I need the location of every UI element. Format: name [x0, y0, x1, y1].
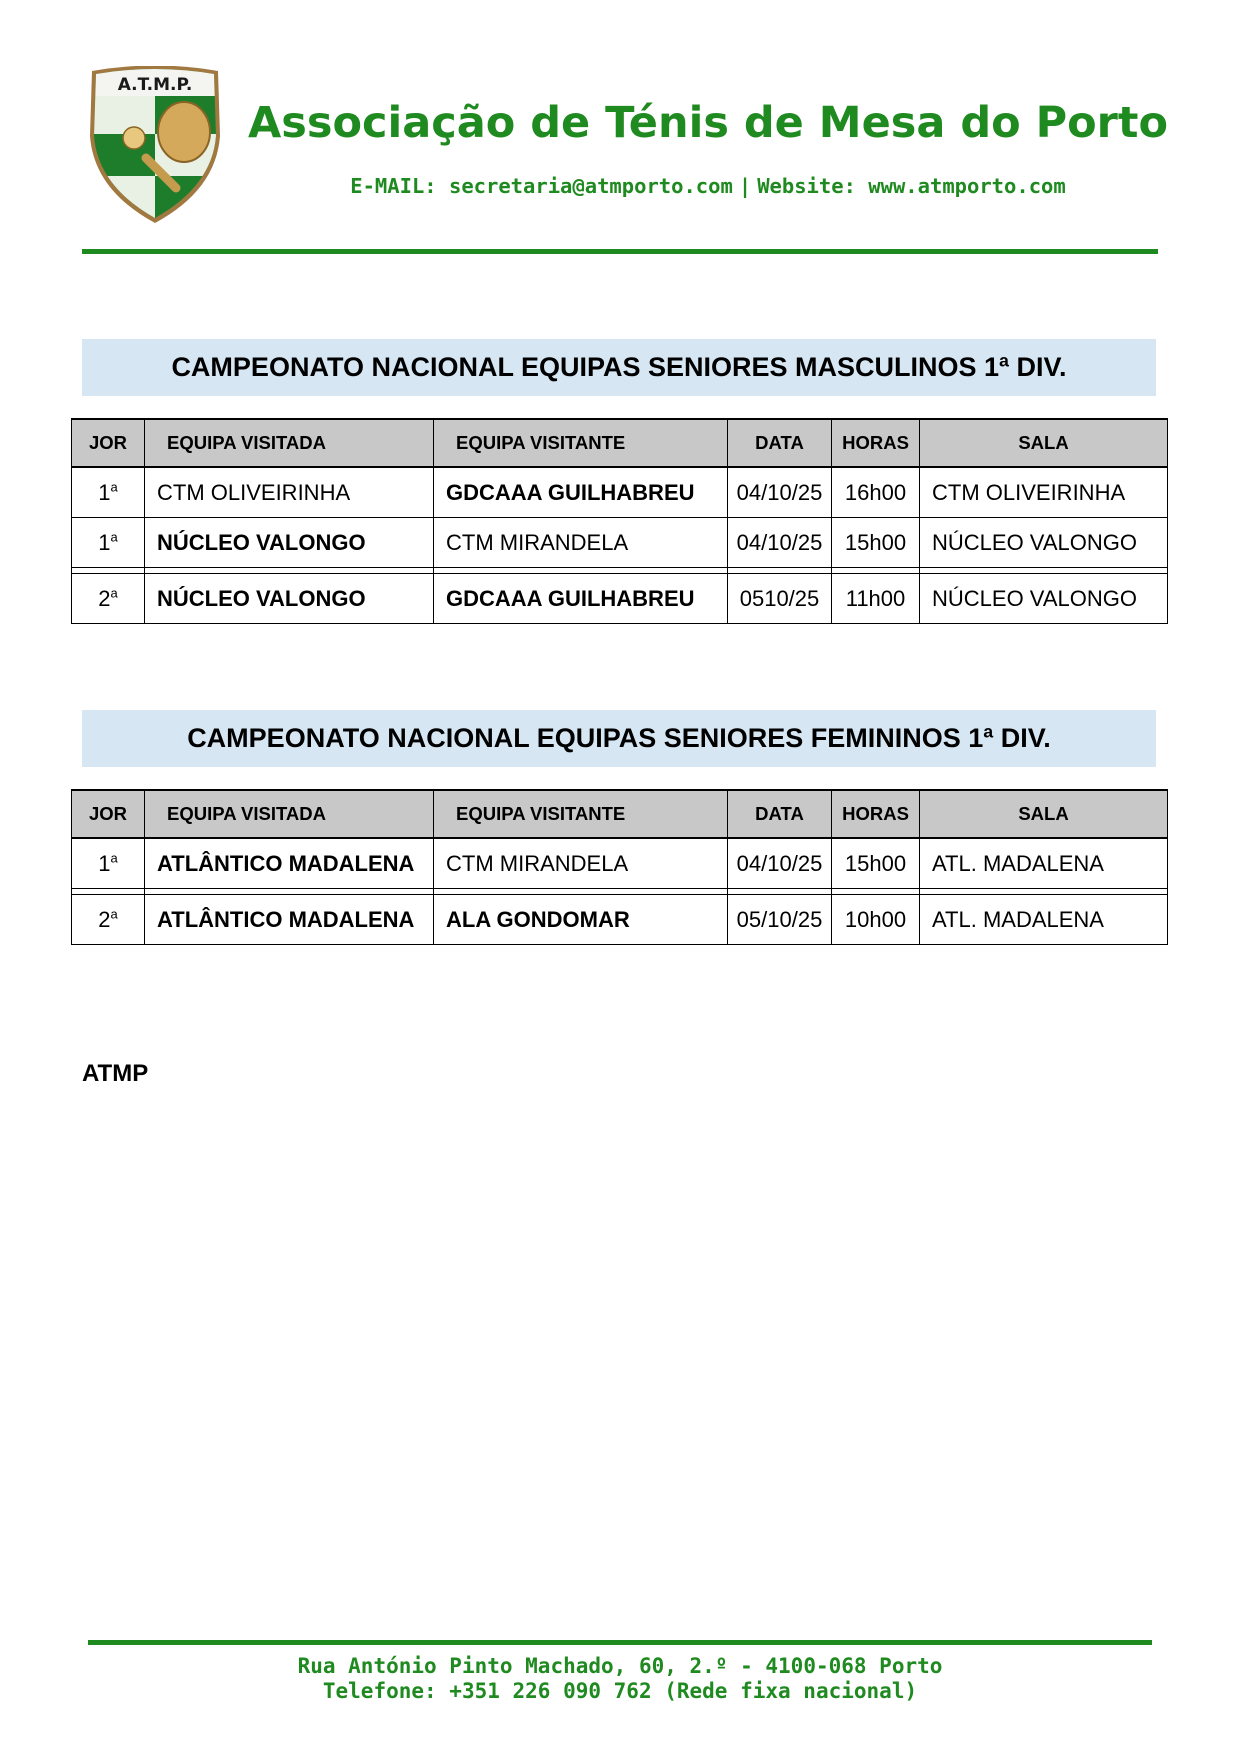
- schedule-table-femininos: [71, 789, 1168, 945]
- column-header-equipa-visitada: EQUIPA VISITADA: [145, 790, 434, 838]
- jor-cell: 1$^a$: [72, 838, 145, 889]
- section-title-masculinos: CAMPEONATO NACIONAL EQUIPAS SENIORES MASCULINOS 1ª DIV.: [82, 339, 1156, 396]
- horas-cell: 15h00: [832, 518, 920, 568]
- jor-cell: 1$^a$: [72, 518, 145, 568]
- table-row: [72, 574, 1168, 624]
- header-divider: [82, 249, 1158, 254]
- data-cell: 04/10/25: [728, 838, 832, 889]
- column-header-sala: SALA: [920, 419, 1168, 467]
- sala-cell: ATL. MADALENA: [920, 838, 1168, 889]
- sala-cell: ATL. MADALENA: [920, 895, 1168, 945]
- equipa-visitada-cell: NÚCLEO VALONGO: [145, 574, 434, 624]
- sala-cell: NÚCLEO VALONGO: [920, 518, 1168, 568]
- equipa-visitante-cell: GDCAAA GUILHABREU: [434, 467, 728, 518]
- equipa-visitada-cell: CTM OLIVEIRINHA: [145, 467, 434, 518]
- jor-cell: 2$^a$: [72, 574, 145, 624]
- table-header-row: [72, 790, 1168, 838]
- section-title-femininos: CAMPEONATO NACIONAL EQUIPAS SENIORES FEMININOS 1ª DIV.: [82, 710, 1156, 767]
- data-cell: 05/10/25: [728, 895, 832, 945]
- column-header-equipa-visitante: EQUIPA VISITANTE: [434, 790, 728, 838]
- horas-cell: 11h00: [832, 574, 920, 624]
- sala-cell: NÚCLEO VALONGO: [920, 574, 1168, 624]
- data-cell: 04/10/25: [728, 518, 832, 568]
- logo-text: A.T.M.P.: [117, 75, 193, 95]
- contact-email[interactable]: E-MAIL: secretaria@atmporto.com: [350, 174, 733, 198]
- column-header-horas: HORAS: [832, 419, 920, 467]
- atmp-logo: [88, 66, 222, 224]
- equipa-visitada-cell: ATLÂNTICO MADALENA: [145, 838, 434, 889]
- jor-cell: 2$^a$: [72, 895, 145, 945]
- contact-separator: |: [738, 174, 752, 198]
- table-header-row: [72, 419, 1168, 467]
- column-header-data: DATA: [728, 419, 832, 467]
- equipa-visitada-cell: NÚCLEO VALONGO: [145, 518, 434, 568]
- contact-line: [248, 174, 1168, 198]
- column-header-horas: HORAS: [832, 790, 920, 838]
- horas-cell: 15h00: [832, 838, 920, 889]
- equipa-visitante-cell: GDCAAA GUILHABREU: [434, 574, 728, 624]
- column-header-jor: JOR: [72, 419, 145, 467]
- organization-title: Associação de Ténis de Mesa do Porto: [248, 98, 1168, 148]
- horas-cell: 16h00: [832, 467, 920, 518]
- sala-cell: CTM OLIVEIRINHA: [920, 467, 1168, 518]
- table-row: [72, 895, 1168, 945]
- table-row: [72, 467, 1168, 518]
- column-header-data: DATA: [728, 790, 832, 838]
- contact-website[interactable]: Website: www.atmporto.com: [757, 174, 1066, 198]
- footer-address: Rua António Pinto Machado, 60, 2.º - 4100-068 Porto: [297, 1654, 943, 1678]
- equipa-visitante-cell: ALA GONDOMAR: [434, 895, 728, 945]
- table-row: [72, 838, 1168, 889]
- data-cell: 04/10/25: [728, 467, 832, 518]
- equipa-visitante-cell: CTM MIRANDELA: [434, 838, 728, 889]
- jor-cell: 1$^a$: [72, 467, 145, 518]
- column-header-equipa-visitada: EQUIPA VISITADA: [145, 419, 434, 467]
- table-row: [72, 518, 1168, 568]
- horas-cell: 10h00: [832, 895, 920, 945]
- equipa-visitante-cell: CTM MIRANDELA: [434, 518, 728, 568]
- data-cell: 0510/25: [728, 574, 832, 624]
- schedule-table-masculinos: [71, 418, 1168, 624]
- signature: ATMP: [82, 1060, 149, 1087]
- footer-phone: Telefone: +351 226 090 762 (Rede fixa nacional): [322, 1679, 918, 1703]
- column-header-jor: JOR: [72, 790, 145, 838]
- column-header-sala: SALA: [920, 790, 1168, 838]
- column-header-equipa-visitante: EQUIPA VISITANTE: [434, 419, 728, 467]
- footer-divider: [88, 1640, 1152, 1645]
- equipa-visitada-cell: ATLÂNTICO MADALENA: [145, 895, 434, 945]
